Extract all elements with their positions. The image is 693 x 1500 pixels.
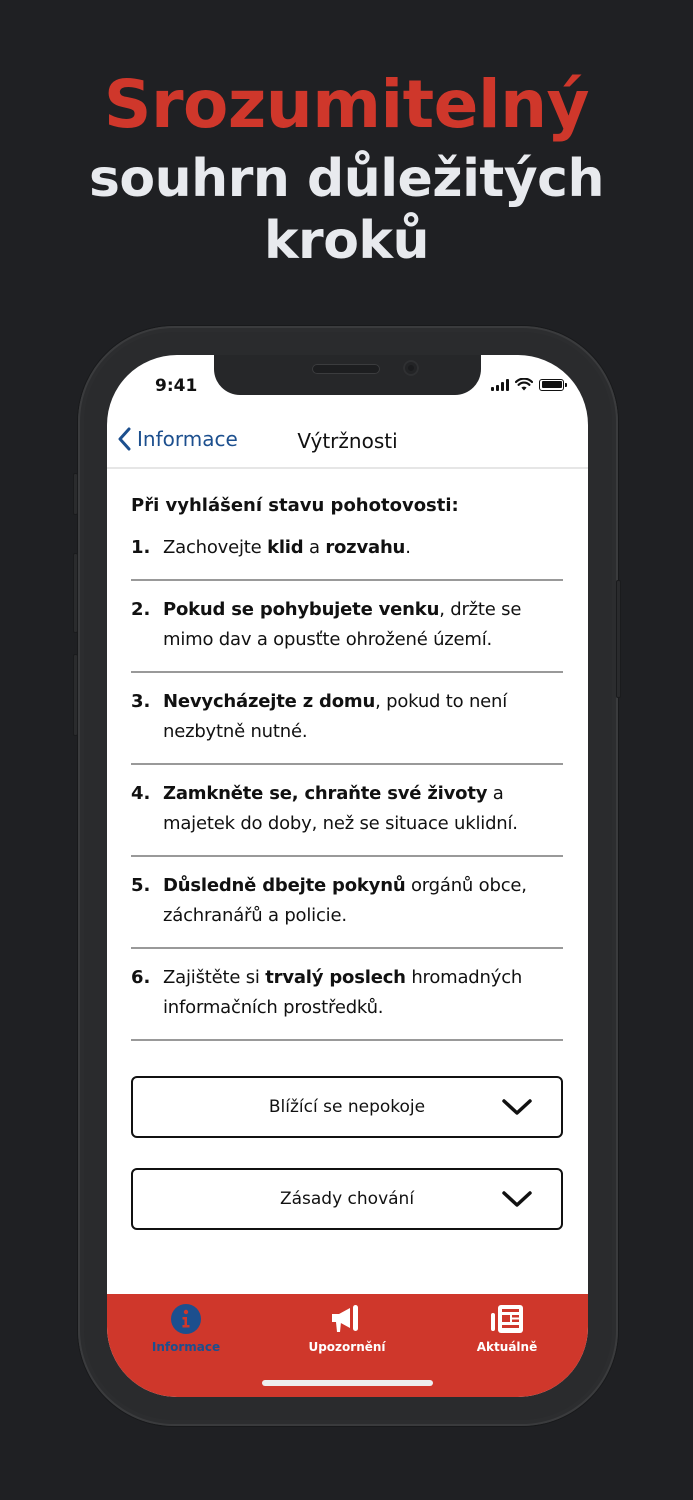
megaphone-icon <box>330 1304 364 1334</box>
accordion-behavior-rules[interactable] <box>131 1168 563 1230</box>
signal-icon <box>491 379 509 391</box>
phone-volume-up <box>73 553 78 633</box>
step-number: 3. <box>131 691 151 712</box>
step-text-segment: , pokud to není nezbytně nutné. <box>163 691 508 742</box>
back-button-label: Informace <box>137 427 238 451</box>
wifi-icon <box>515 378 533 391</box>
info-icon <box>170 1303 202 1335</box>
accordion-label: Zásady chování <box>279 1189 415 1209</box>
step-text-emphasis: Zamkněte se, chraňte své životy <box>163 783 488 804</box>
step-text-segment: , držte se mimo dav a opusťte ohrožené území. <box>163 599 522 650</box>
step-text-segment: hromadných informačních prostředků. <box>163 967 523 1018</box>
step-text-emphasis: Důsledně dbejte pokynů <box>163 875 406 896</box>
step-text-segment: Zajištěte si <box>163 967 266 988</box>
headline-line-1: Srozumitelný <box>103 66 590 143</box>
headline-line-2: souhrn důležitých <box>88 149 604 209</box>
tab-informace[interactable] <box>116 1302 256 1354</box>
step-text-segment: Zachovejte <box>163 537 268 558</box>
chevron-down-icon <box>501 1190 533 1208</box>
step-text <box>163 595 563 655</box>
front-camera <box>403 360 419 376</box>
step-text-emphasis: rozvahu <box>325 537 406 558</box>
step-number: 4. <box>131 783 151 804</box>
speaker-grille <box>312 364 380 374</box>
step-text-emphasis: Pokud se pohybujete venku <box>163 599 440 620</box>
step-item <box>131 673 563 765</box>
step-text <box>163 779 563 839</box>
step-text-segment: orgánů obce, záchranářů a policie. <box>163 875 527 926</box>
page-title: Výtržnosti <box>297 429 398 453</box>
accordion-approaching-unrest[interactable] <box>131 1076 563 1138</box>
steps-list <box>131 526 563 1041</box>
step-item <box>131 526 563 581</box>
tab-label: Upozornění <box>308 1340 386 1354</box>
navigation-bar <box>107 417 588 469</box>
phone-screen <box>107 355 588 1397</box>
step-item <box>131 949 563 1041</box>
step-text-emphasis: Nevycházejte z domu <box>163 691 376 712</box>
tab-label: Informace <box>151 1340 221 1354</box>
status-icons <box>491 378 564 391</box>
tab-upozorneni[interactable] <box>277 1302 417 1354</box>
step-number: 2. <box>131 599 151 620</box>
step-number: 6. <box>131 967 151 988</box>
step-text <box>163 687 563 747</box>
phone-mute-switch <box>73 473 78 515</box>
instructions-intro: Při vyhlášení stavu pohotovosti: <box>131 495 459 516</box>
headline-line-3: kroků <box>263 211 430 271</box>
step-text-segment: a <box>303 537 326 558</box>
home-indicator[interactable] <box>262 1380 433 1386</box>
phone-power-button <box>616 580 621 698</box>
step-text <box>163 533 411 563</box>
step-text <box>163 871 563 931</box>
step-text-emphasis: trvalý poslech <box>265 967 406 988</box>
tab-bar <box>107 1294 588 1397</box>
step-item <box>131 857 563 949</box>
step-item <box>131 581 563 673</box>
step-number: 1. <box>131 537 151 558</box>
step-text-emphasis: klid <box>267 537 304 558</box>
status-time: 9:41 <box>155 376 198 396</box>
step-item <box>131 765 563 857</box>
accordion-label: Blížící se nepokoje <box>268 1097 426 1117</box>
step-text-segment: . <box>405 537 411 558</box>
phone-volume-down <box>73 654 78 736</box>
chevron-down-icon <box>501 1098 533 1116</box>
battery-icon <box>539 379 564 391</box>
tab-label: Aktuálně <box>476 1340 538 1354</box>
promo-headline <box>0 62 693 272</box>
newspaper-icon <box>490 1304 524 1334</box>
instructions-content <box>131 490 563 1041</box>
step-text <box>163 963 563 1023</box>
step-number: 5. <box>131 875 151 896</box>
notch <box>214 355 481 395</box>
step-text-segment: a majetek do doby, než se situace uklidní. <box>163 783 518 834</box>
tab-aktualne[interactable] <box>437 1302 577 1354</box>
